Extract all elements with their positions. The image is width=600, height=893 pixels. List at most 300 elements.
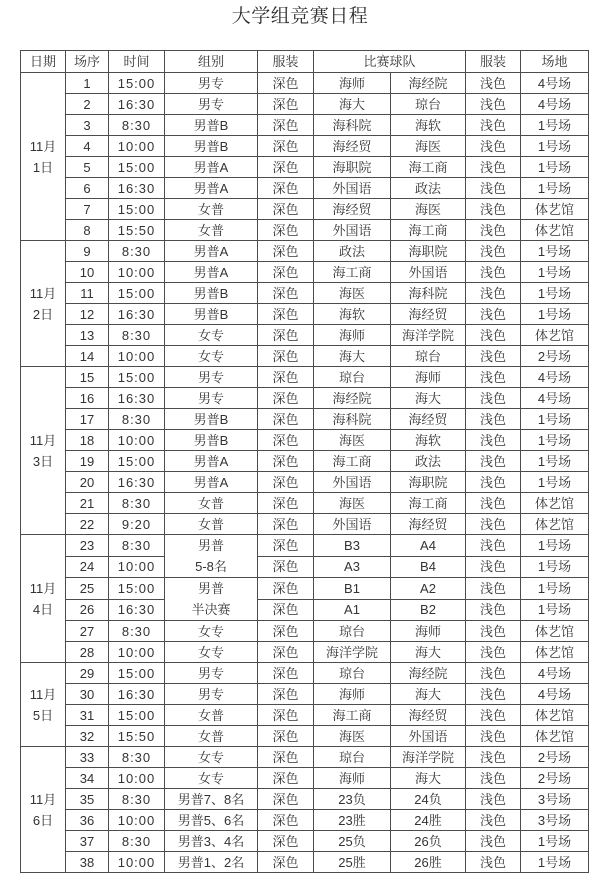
time-cell: 16:30 [109,94,165,115]
uniform-away-cell: 浅色 [466,94,521,115]
time-cell: 8:30 [109,115,165,136]
team-home-cell: 海师 [314,768,391,789]
group-cell: 女普 [165,493,258,514]
table-row [21,346,589,367]
match-no-cell: 34 [66,768,109,789]
team-away-cell: 政法 [391,451,466,472]
team-home-cell: 海医 [314,283,391,304]
match-no-cell: 15 [66,367,109,388]
time-cell: 16:30 [109,684,165,705]
group-cell: 女专 [165,642,258,663]
team-home-cell: 琼台 [314,367,391,388]
table-row [21,556,589,578]
time-cell: 10:00 [109,810,165,831]
table-row [21,157,589,178]
time-cell: 8:30 [109,535,165,557]
team-away-cell: 海大 [391,768,466,789]
team-home-cell: 外国语 [314,178,391,199]
uniform-away-cell: 浅色 [466,430,521,451]
uniform-away-cell: 浅色 [466,663,521,684]
uniform-home-cell: 深色 [258,684,314,705]
header-date: 日期 [21,51,66,73]
match-no-cell: 11 [66,283,109,304]
time-cell: 15:00 [109,73,165,94]
group-cell: 女普 [165,514,258,535]
date-cell: 11月 3日 [21,367,66,535]
uniform-away-cell: 浅色 [466,73,521,94]
group-cell: 男普B [165,304,258,325]
uniform-home-cell: 深色 [258,493,314,514]
team-away-cell: A2 [391,578,466,600]
group-cell: 女专 [165,621,258,642]
time-cell: 10:00 [109,346,165,367]
uniform-away-cell: 浅色 [466,789,521,810]
team-home-cell: 海经贸 [314,199,391,220]
uniform-away-cell: 浅色 [466,220,521,241]
venue-cell: 1号场 [521,556,589,578]
match-no-cell: 33 [66,747,109,768]
team-home-cell: 25胜 [314,852,391,873]
match-no-cell: 30 [66,684,109,705]
time-cell: 9:20 [109,514,165,535]
group-cell: 男专 [165,367,258,388]
uniform-home-cell: 深色 [258,747,314,768]
team-home-cell: 海大 [314,346,391,367]
uniform-away-cell: 浅色 [466,705,521,726]
uniform-home-cell: 深色 [258,346,314,367]
team-away-cell: B2 [391,599,466,621]
uniform-away-cell: 浅色 [466,810,521,831]
team-away-cell: 26负 [391,831,466,852]
team-home-cell: 海科院 [314,409,391,430]
uniform-home-cell: 深色 [258,535,314,557]
uniform-away-cell: 浅色 [466,621,521,642]
venue-cell: 2号场 [521,768,589,789]
uniform-home-cell: 深色 [258,810,314,831]
venue-cell: 1号场 [521,262,589,283]
team-away-cell: B4 [391,556,466,578]
uniform-home-cell: 深色 [258,73,314,94]
date-cell: 11月 4日 [21,535,66,663]
table-row [21,178,589,199]
table-row [21,747,589,768]
header-match-no: 场序 [66,51,109,73]
uniform-away-cell: 浅色 [466,831,521,852]
group-cell: 男普B [165,283,258,304]
team-away-cell: 海经贸 [391,514,466,535]
time-cell: 10:00 [109,262,165,283]
uniform-home-cell: 深色 [258,831,314,852]
match-no-cell: 13 [66,325,109,346]
group-cell: 男普B [165,136,258,157]
team-away-cell: A4 [391,535,466,557]
team-home-cell: 海师 [314,325,391,346]
time-cell: 15:00 [109,367,165,388]
time-cell: 15:00 [109,157,165,178]
uniform-home-cell: 深色 [258,241,314,262]
uniform-away-cell: 浅色 [466,367,521,388]
team-away-cell: 海大 [391,388,466,409]
match-no-cell: 31 [66,705,109,726]
team-away-cell: 海医 [391,136,466,157]
venue-cell: 1号场 [521,852,589,873]
uniform-away-cell: 浅色 [466,642,521,663]
group-cell: 男普1、2名 [165,852,258,873]
team-away-cell: 外国语 [391,262,466,283]
venue-cell: 3号场 [521,810,589,831]
venue-cell: 1号场 [521,136,589,157]
date-cell: 11月 6日 [21,747,66,873]
uniform-home-cell: 深色 [258,789,314,810]
match-no-cell: 36 [66,810,109,831]
time-cell: 15:00 [109,199,165,220]
match-no-cell: 37 [66,831,109,852]
team-home-cell: A1 [314,599,391,621]
uniform-home-cell: 深色 [258,472,314,493]
uniform-away-cell: 浅色 [466,409,521,430]
venue-cell: 体艺馆 [521,199,589,220]
time-cell: 8:30 [109,325,165,346]
time-cell: 10:00 [109,430,165,451]
team-home-cell: 海经院 [314,388,391,409]
match-no-cell: 7 [66,199,109,220]
uniform-away-cell: 浅色 [466,684,521,705]
group-cell: 女专 [165,346,258,367]
uniform-away-cell: 浅色 [466,346,521,367]
group-cell: 男普A [165,241,258,262]
team-home-cell: 海大 [314,94,391,115]
table-row [21,621,589,642]
team-away-cell: 海软 [391,430,466,451]
team-home-cell: 海工商 [314,705,391,726]
uniform-home-cell: 深色 [258,325,314,346]
venue-cell: 1号场 [521,831,589,852]
team-home-cell: 海软 [314,304,391,325]
team-away-cell: 外国语 [391,726,466,747]
venue-cell: 1号场 [521,409,589,430]
venue-cell: 1号场 [521,241,589,262]
table-row [21,726,589,747]
table-row [21,94,589,115]
uniform-away-cell: 浅色 [466,199,521,220]
table-row [21,283,589,304]
group-cell: 女专 [165,325,258,346]
uniform-home-cell: 深色 [258,599,314,621]
uniform-home-cell: 深色 [258,115,314,136]
table-row [21,262,589,283]
table-row [21,199,589,220]
table-row [21,493,589,514]
match-no-cell: 3 [66,115,109,136]
uniform-home-cell: 深色 [258,642,314,663]
team-away-cell: 26胜 [391,852,466,873]
team-home-cell: 海科院 [314,115,391,136]
venue-cell: 1号场 [521,472,589,493]
table-row [21,810,589,831]
team-home-cell: 海师 [314,73,391,94]
team-home-cell: 海医 [314,493,391,514]
time-cell: 8:30 [109,747,165,768]
uniform-home-cell: 深色 [258,556,314,578]
uniform-home-cell: 深色 [258,283,314,304]
table-row [21,367,589,388]
team-away-cell: 海师 [391,367,466,388]
table-row [21,451,589,472]
venue-cell: 1号场 [521,157,589,178]
venue-cell: 4号场 [521,94,589,115]
uniform-home-cell: 深色 [258,726,314,747]
team-away-cell: 海科院 [391,283,466,304]
venue-cell: 4号场 [521,367,589,388]
match-no-cell: 38 [66,852,109,873]
venue-cell: 体艺馆 [521,726,589,747]
time-cell: 15:00 [109,578,165,600]
venue-cell: 1号场 [521,283,589,304]
uniform-away-cell: 浅色 [466,304,521,325]
uniform-away-cell: 浅色 [466,578,521,600]
team-away-cell: 24胜 [391,810,466,831]
team-away-cell: 海大 [391,642,466,663]
uniform-home-cell: 深色 [258,768,314,789]
table-row [21,642,589,663]
team-home-cell: 23胜 [314,810,391,831]
table-row [21,136,589,157]
uniform-away-cell: 浅色 [466,178,521,199]
uniform-home-cell: 深色 [258,388,314,409]
table-row [21,388,589,409]
venue-cell: 体艺馆 [521,621,589,642]
team-home-cell: 海师 [314,684,391,705]
team-away-cell: 海工商 [391,220,466,241]
venue-cell: 体艺馆 [521,514,589,535]
group-cell: 女普 [165,220,258,241]
uniform-away-cell: 浅色 [466,514,521,535]
venue-cell: 1号场 [521,304,589,325]
time-cell: 16:30 [109,599,165,621]
uniform-away-cell: 浅色 [466,726,521,747]
uniform-away-cell: 浅色 [466,768,521,789]
match-no-cell: 1 [66,73,109,94]
header-time: 时间 [109,51,165,73]
uniform-home-cell: 深色 [258,199,314,220]
time-cell: 15:00 [109,451,165,472]
uniform-away-cell: 浅色 [466,493,521,514]
team-home-cell: 政法 [314,241,391,262]
venue-cell: 1号场 [521,178,589,199]
page-title: 大学组竞赛日程 [231,6,369,27]
time-cell: 8:30 [109,621,165,642]
uniform-home-cell: 深色 [258,705,314,726]
team-home-cell: 琼台 [314,621,391,642]
time-cell: 10:00 [109,136,165,157]
team-away-cell: 海大 [391,684,466,705]
match-no-cell: 18 [66,430,109,451]
match-no-cell: 23 [66,535,109,557]
time-cell: 10:00 [109,556,165,578]
group-cell: 女普 [165,726,258,747]
uniform-home-cell: 深色 [258,621,314,642]
team-home-cell: A3 [314,556,391,578]
team-away-cell: 海经贸 [391,705,466,726]
team-away-cell: 海经院 [391,73,466,94]
table-row [21,472,589,493]
table-row [21,789,589,810]
venue-cell: 2号场 [521,747,589,768]
match-no-cell: 20 [66,472,109,493]
team-home-cell: 海洋学院 [314,642,391,663]
group-cell: 男普7、8名 [165,789,258,810]
group-cell: 男普3、4名 [165,831,258,852]
time-cell: 15:50 [109,220,165,241]
time-cell: 8:30 [109,493,165,514]
venue-cell: 体艺馆 [521,493,589,514]
group-cell: 男普A [165,451,258,472]
team-away-cell: 海经贸 [391,409,466,430]
team-home-cell: 25负 [314,831,391,852]
schedule-table-body [21,73,589,873]
group-cell: 女普 [165,705,258,726]
uniform-away-cell: 浅色 [466,535,521,557]
group-cell: 男普B [165,409,258,430]
team-away-cell: 琼台 [391,346,466,367]
team-home-cell: 海医 [314,726,391,747]
venue-cell: 2号场 [521,346,589,367]
group-cell: 男专 [165,663,258,684]
table-row [21,705,589,726]
team-home-cell: 外国语 [314,472,391,493]
time-cell: 15:50 [109,726,165,747]
team-home-cell: 海医 [314,430,391,451]
team-home-cell: 外国语 [314,514,391,535]
uniform-home-cell: 深色 [258,94,314,115]
match-no-cell: 14 [66,346,109,367]
uniform-away-cell: 浅色 [466,388,521,409]
uniform-away-cell: 浅色 [466,283,521,304]
group-cell: 女普 [165,199,258,220]
venue-cell: 4号场 [521,388,589,409]
match-no-cell: 27 [66,621,109,642]
team-away-cell: 海经院 [391,663,466,684]
team-away-cell: 政法 [391,178,466,199]
date-cell: 11月 1日 [21,73,66,241]
match-no-cell: 9 [66,241,109,262]
match-no-cell: 2 [66,94,109,115]
header-group: 组别 [165,51,258,73]
uniform-home-cell: 深色 [258,157,314,178]
table-row [21,578,589,600]
team-away-cell: 琼台 [391,94,466,115]
group-cell: 男普A [165,178,258,199]
team-away-cell: 海洋学院 [391,747,466,768]
match-no-cell: 8 [66,220,109,241]
match-no-cell: 32 [66,726,109,747]
date-cell: 11月 2日 [21,241,66,367]
match-no-cell: 12 [66,304,109,325]
time-cell: 8:30 [109,831,165,852]
header-uniform-away: 服装 [466,51,521,73]
match-no-cell: 22 [66,514,109,535]
venue-cell: 1号场 [521,451,589,472]
time-cell: 15:00 [109,705,165,726]
uniform-home-cell: 深色 [258,220,314,241]
match-no-cell: 16 [66,388,109,409]
venue-cell: 1号场 [521,430,589,451]
team-home-cell: 琼台 [314,663,391,684]
table-row [21,73,589,94]
match-no-cell: 25 [66,578,109,600]
match-no-cell: 4 [66,136,109,157]
team-away-cell: 海医 [391,199,466,220]
group-cell: 男专 [165,388,258,409]
table-row [21,768,589,789]
table-row [21,831,589,852]
venue-cell: 体艺馆 [521,642,589,663]
uniform-home-cell: 深色 [258,578,314,600]
uniform-home-cell: 深色 [258,367,314,388]
table-row [21,663,589,684]
uniform-away-cell: 浅色 [466,157,521,178]
header-venue: 场地 [521,51,589,73]
team-home-cell: 海经贸 [314,136,391,157]
time-cell: 15:00 [109,663,165,684]
uniform-home-cell: 深色 [258,852,314,873]
team-away-cell: 海洋学院 [391,325,466,346]
group-cell: 男专 [165,94,258,115]
time-cell: 8:30 [109,789,165,810]
uniform-home-cell: 深色 [258,409,314,430]
table-row [21,325,589,346]
table-row [21,535,589,557]
group-cell: 男普A [165,472,258,493]
table-row [21,220,589,241]
uniform-away-cell: 浅色 [466,136,521,157]
uniform-away-cell: 浅色 [466,115,521,136]
time-cell: 16:30 [109,178,165,199]
team-home-cell: 海工商 [314,262,391,283]
venue-cell: 体艺馆 [521,220,589,241]
team-away-cell: 24负 [391,789,466,810]
time-cell: 8:30 [109,241,165,262]
team-home-cell: 外国语 [314,220,391,241]
venue-cell: 4号场 [521,663,589,684]
group-cell: 男专 [165,684,258,705]
time-cell: 8:30 [109,409,165,430]
team-away-cell: 海经贸 [391,304,466,325]
match-no-cell: 26 [66,599,109,621]
uniform-home-cell: 深色 [258,514,314,535]
table-row [21,684,589,705]
table-row [21,599,589,621]
venue-cell: 1号场 [521,578,589,600]
match-no-cell: 6 [66,178,109,199]
match-no-cell: 17 [66,409,109,430]
uniform-away-cell: 浅色 [466,451,521,472]
group-cell: 男普5、6名 [165,810,258,831]
venue-cell: 1号场 [521,599,589,621]
group-cell: 男普A [165,157,258,178]
match-no-cell: 29 [66,663,109,684]
header-row [21,51,589,73]
group-cell: 男普B [165,430,258,451]
table-row [21,115,589,136]
venue-cell: 体艺馆 [521,325,589,346]
team-away-cell: 海师 [391,621,466,642]
uniform-home-cell: 深色 [258,663,314,684]
team-home-cell: 海职院 [314,157,391,178]
uniform-away-cell: 浅色 [466,262,521,283]
group-cell: 男普 5-8名 [165,535,258,578]
uniform-home-cell: 深色 [258,304,314,325]
